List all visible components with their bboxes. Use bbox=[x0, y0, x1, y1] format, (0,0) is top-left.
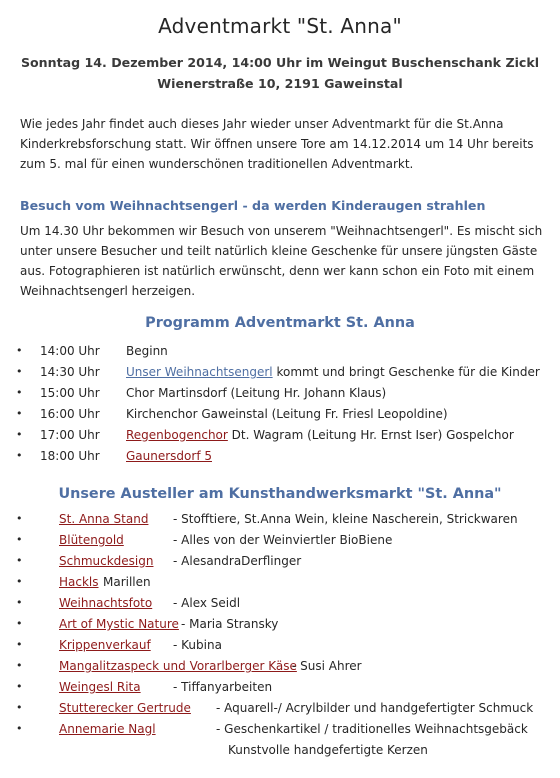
program-item bbox=[0, 405, 560, 425]
exhibitor-link[interactable]: Annemarie Nagl bbox=[59, 722, 156, 736]
program-item bbox=[0, 426, 560, 446]
program-text: Beginn bbox=[126, 344, 168, 358]
bullet-icon: • bbox=[16, 386, 23, 399]
exhibitor-link[interactable]: Schmuckdesign bbox=[59, 554, 154, 568]
program-time: 17:00 Uhr bbox=[40, 428, 100, 442]
exhibitors-heading: Unsere Austeller am Kunsthandwerksmarkt "St. Anna" bbox=[58, 486, 502, 502]
program-item bbox=[0, 342, 560, 362]
bullet-icon: • bbox=[16, 449, 23, 462]
bullet-icon: • bbox=[16, 659, 23, 672]
exhibitor-link[interactable]: Blütengold bbox=[59, 533, 124, 547]
exhibitor-desc: - Kubina bbox=[173, 638, 222, 652]
angel-link[interactable]: Unser Weihnachtsengerl bbox=[126, 365, 273, 379]
exhibitor-item bbox=[0, 720, 560, 740]
exhibitor-desc-continued: Kunstvolle handgefertigte Kerzen bbox=[228, 743, 428, 757]
exhibitor-link[interactable]: Krippenverkauf bbox=[59, 638, 151, 652]
exhibitor-link[interactable]: Stutterecker Gertrude bbox=[59, 701, 191, 715]
bullet-icon: • bbox=[16, 365, 23, 378]
bullet-icon: • bbox=[16, 428, 23, 441]
program-time: 15:00 Uhr bbox=[40, 386, 100, 400]
exhibitor-item bbox=[0, 552, 560, 572]
program-time: 14:30 Uhr bbox=[40, 365, 100, 379]
bullet-icon: • bbox=[16, 407, 23, 420]
program-text: Kirchenchor Gaweinstal (Leitung Fr. Friesl Leopoldine) bbox=[126, 407, 448, 421]
bullet-icon: • bbox=[16, 596, 23, 609]
bullet-icon: • bbox=[16, 512, 23, 525]
bullet-icon: • bbox=[16, 554, 23, 567]
program-text: Chor Martinsdorf (Leitung Hr. Johann Klaus) bbox=[126, 386, 387, 400]
bullet-icon: • bbox=[16, 575, 23, 588]
exhibitor-item bbox=[0, 594, 560, 614]
exhibitor-desc: - AlesandraDerflinger bbox=[173, 554, 302, 568]
program-item bbox=[0, 384, 560, 404]
exhibitor-item bbox=[0, 531, 560, 551]
program-heading: Programm Adventmarkt St. Anna bbox=[145, 315, 415, 331]
exhibitor-link[interactable]: St. Anna Stand bbox=[59, 512, 149, 526]
exhibitor-item bbox=[0, 657, 560, 677]
exhibitor-item bbox=[0, 615, 560, 635]
program-text: kommt und bringt Geschenke für die Kinder bbox=[272, 365, 540, 379]
exhibitor-item bbox=[0, 573, 560, 593]
exhibitor-link[interactable]: Hackls bbox=[59, 575, 99, 589]
exhibitor-desc: - Maria Stransky bbox=[181, 617, 279, 631]
event-address: Wienerstraße 10, 2191 Gaweinstal bbox=[157, 76, 403, 91]
program-item bbox=[0, 363, 560, 383]
program-time: 18:00 Uhr bbox=[40, 449, 100, 463]
page-title: Adventmarkt "St. Anna" bbox=[158, 14, 402, 38]
bullet-icon: • bbox=[16, 638, 23, 651]
intro-paragraph: Wie jedes Jahr findet auch dieses Jahr wieder unser Adventmarkt für die St.Anna Kinderkrebsforschung statt. Wir öffnen unsere Tore am 14.12.2014 um 14 Uhr bereits zum 5. mal für einen wunderschönen traditionellen Adventmarkt. bbox=[20, 117, 534, 171]
bullet-icon: • bbox=[16, 533, 23, 546]
gaunersdorf-link[interactable]: Gaunersdorf 5 bbox=[126, 449, 212, 463]
exhibitor-desc: Marillen bbox=[103, 575, 151, 589]
exhibitor-item bbox=[0, 699, 560, 719]
exhibitor-desc: - Geschenkartikel / traditionelles Weihnachtsgebäck bbox=[216, 722, 528, 736]
bullet-icon: • bbox=[16, 701, 23, 714]
angel-section-heading: Besuch vom Weihnachtsengerl - da werden Kinderaugen strahlen bbox=[20, 198, 486, 213]
exhibitor-desc: - Alles von der Weinviertler BioBiene bbox=[173, 533, 393, 547]
regenbogenchor-link[interactable]: Regenbogenchor bbox=[126, 428, 228, 442]
bullet-icon: • bbox=[16, 617, 23, 630]
program-item bbox=[0, 447, 560, 467]
exhibitor-item bbox=[0, 636, 560, 656]
bullet-icon: • bbox=[16, 722, 23, 735]
exhibitor-link[interactable]: Art of Mystic Nature bbox=[59, 617, 179, 631]
exhibitor-link[interactable]: Mangalitzaspeck und Vorarlberger Käse bbox=[59, 659, 297, 673]
program-time: 16:00 Uhr bbox=[40, 407, 100, 421]
bullet-icon: • bbox=[16, 680, 23, 693]
exhibitor-desc: - Stofftiere, St.Anna Wein, kleine Nascherein, Strickwaren bbox=[173, 512, 518, 526]
exhibitor-desc: - Tiffanyarbeiten bbox=[173, 680, 273, 694]
exhibitor-item bbox=[0, 510, 560, 530]
exhibitor-desc: - Susi Ahrer bbox=[292, 659, 362, 673]
exhibitor-extra-line bbox=[0, 741, 560, 761]
exhibitor-desc: - Alex Seidl bbox=[173, 596, 241, 610]
program-time: 14:00 Uhr bbox=[40, 344, 100, 358]
event-date-location: Sonntag 14. Dezember 2014, 14:00 Uhr im Weingut Buschenschank Zickl bbox=[20, 55, 540, 70]
program-text: Dt. Wagram (Leitung Hr. Ernst Iser) Gospelchor bbox=[227, 428, 514, 442]
bullet-icon: • bbox=[16, 344, 23, 357]
exhibitor-link[interactable]: Weingesl Rita bbox=[59, 680, 141, 694]
exhibitor-link[interactable]: Weihnachtsfoto bbox=[59, 596, 153, 610]
exhibitor-desc: - Aquarell-/ Acrylbilder und handgefertigter Schmuck bbox=[216, 701, 534, 715]
exhibitor-item bbox=[0, 678, 560, 698]
angel-section-text: Um 14.30 Uhr bekommen wir Besuch von unserem "Weihnachtsengerl". Es mischt sich unter unsere Besucher und teilt natürlich kleine Geschenke für unsere jüngsten Gäste aus. Fotographieren ist natürlich erwünscht, denn wer kann schon ein Foto mit einem Weihnachtsengerl herzeigen. bbox=[20, 224, 543, 298]
